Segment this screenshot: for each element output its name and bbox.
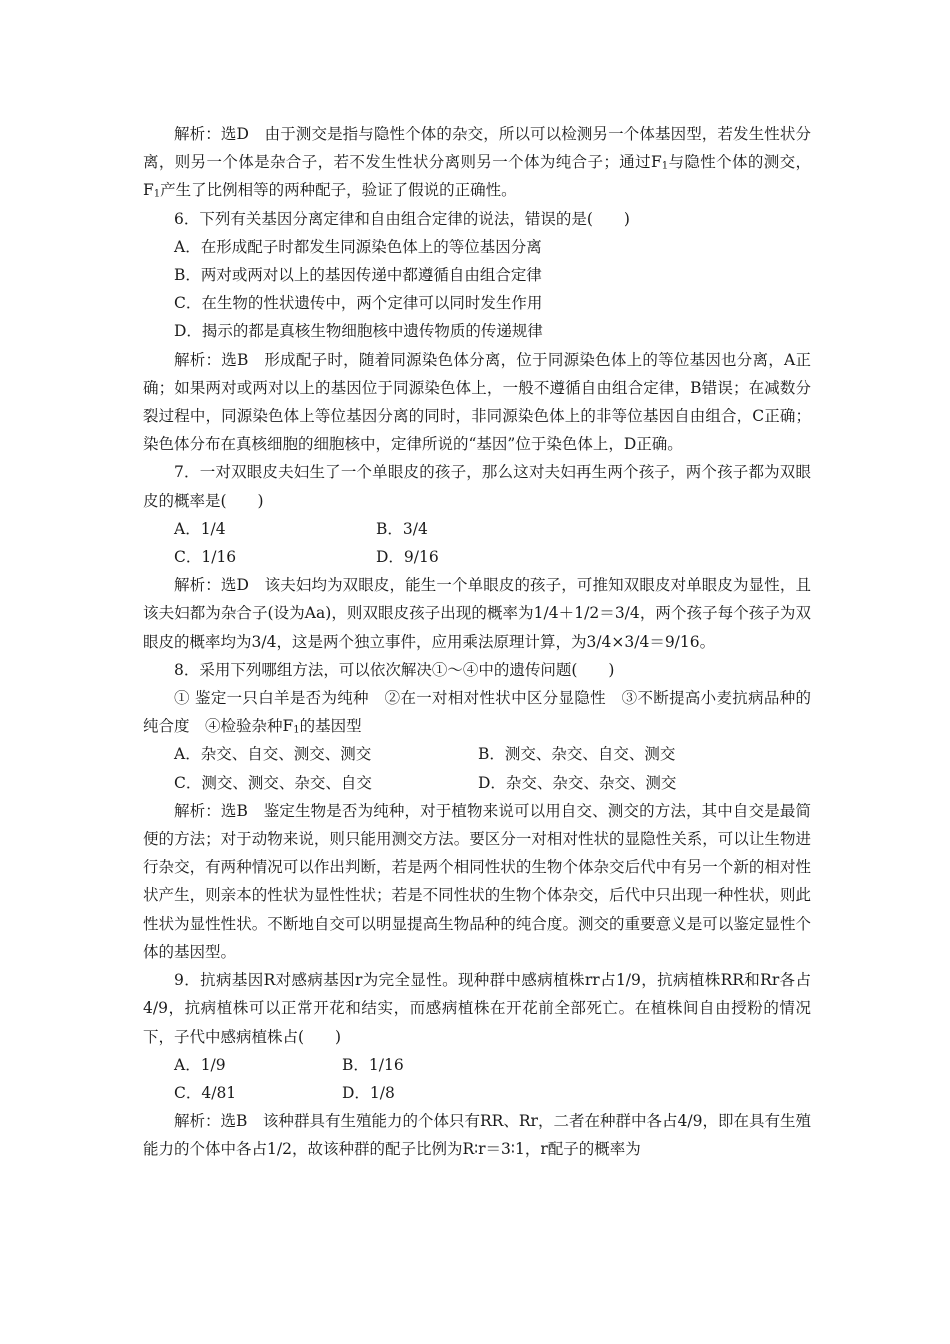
q6-question: 6．下列有关基因分离定律和自由组合定律的说法，错误的是( ): [174, 209, 630, 228]
q9r2-options-row: [143, 1079, 811, 1107]
q8r1-options-row: [143, 740, 811, 768]
answer-option: C．4/81: [174, 1083, 237, 1102]
a7-analysis: 解析：选D 该夫妇均为双眼皮，能生一个单眼皮的孩子，可推知双眼皮对单眼皮为显性，且该夫妇都为杂合子(设为Aa)，则双眼皮孩子出现的概率为1/4＋1/2＝3/4，两个孩子每个孩子为双眼皮的概率均为3/4，这是两个独立事件，应用乘法原理计算，为3/4×3/4＝9/16。: [143, 576, 811, 651]
answer-option: B．测交、杂交、自交、测交: [478, 745, 676, 764]
q8r2-options-row: [143, 769, 811, 797]
q7r2-options-row: [143, 543, 811, 571]
subscript: 1: [153, 188, 161, 200]
q8s-analysis: [143, 684, 811, 740]
q6a-option: A．在形成配子时都发生同源染色体上的等位基因分离: [174, 237, 542, 256]
q9-question: 9．抗病基因R对感病基因r为完全显性。现种群中感病植株rr占1/9，抗病植株RR和Rr各占4/9，抗病植株可以正常开花和结实，而感病植株在开花前全部死亡。在植株间自由授粉的情况下，子代中感病植株占( ): [143, 971, 811, 1046]
answer-option: C．1/16: [174, 548, 237, 567]
q7-question: 7．一对双眼皮夫妇生了一个单眼皮的孩子，那么这对夫妇再生两个孩子，两个孩子都为双眼皮的概率是( ): [143, 463, 811, 510]
q7r1-options-row: [143, 515, 811, 543]
a8-analysis: 解析：选B 鉴定生物是否为纯种，对于植物来说可以用自交、测交的方法，其中自交是最简便的方法；对于动物来说，则只能用测交方法。要区分一对相对性状的显隐性关系，可以让生物进行杂交，有两种情况可以作出判断，若是两个相同性状的生物个体杂交后代中有另一个新的相对性状产生，则亲本的性状为显性性状；若是不同性状的生物个体杂交，后代中只出现一种性状，则此性状为显性性状。不断地自交可以明显提高生物品种的纯合度。测交的重要意义是可以鉴定显性个体的基因型。: [143, 801, 811, 961]
text-run: 解析：选D 由于测交是指与隐性个体的杂交，所以可以检测另一个体基因型，若发生性状分离，则另一个体是杂合子，若不发生性状分离则另一个体为纯合子；通过F: [143, 125, 811, 172]
document-body: [143, 120, 811, 1164]
answer-option: D．杂交、杂交、杂交、测交: [478, 773, 677, 792]
answer-option: A．1/4: [174, 519, 226, 538]
subscript: 1: [661, 160, 669, 172]
a9-analysis: 解析：选B 该种群具有生殖能力的个体只有RR、Rr，二者在种群中各占4/9，即在具有生殖能力的个体中各占1/2，故该种群的配子比例为R∶r＝3∶1，r配子的概率为: [143, 1112, 811, 1159]
q8-question: 8．采用下列哪组方法，可以依次解决①～④中的遗传问题( ): [174, 660, 615, 679]
q6d-option: D．揭示的都是真核生物细胞核中遗传物质的传递规律: [174, 322, 543, 341]
subscript: 1: [293, 724, 300, 736]
text-run: 产生了比例相等的两种配子，验证了假说的正确性。: [160, 181, 517, 200]
answer-option: B．1/16: [342, 1055, 404, 1074]
a6-analysis: 解析：选B 形成配子时，随着同源染色体分离，位于同源染色体上的等位基因也分离，A正确；如果两对或两对以上的基因位于同源染色体上，一般不遵循自由组合定律，B错误；在减数分裂过程中，同源染色体上等位基因分离的同时，非同源染色体上的非等位基因自由组合，C正确；染色体分布在真核细胞的细胞核中，定律所说的“基因”位于染色体上，D正确。: [143, 350, 811, 454]
q9r1-options-row: [143, 1051, 811, 1079]
answer-option: A．杂交、自交、测交、测交: [174, 745, 372, 764]
text-run: 与隐性个体的测交，F: [143, 153, 811, 200]
text-run: ① 鉴定一只白羊是否为纯种 ②在一对相对性状中区分显隐性 ③不断提高小麦抗病品种的纯合度 ④检验杂种F: [143, 689, 811, 736]
answer-option: D．9/16: [376, 548, 439, 567]
answer-option: D．1/8: [342, 1083, 395, 1102]
q6c-option: C．在生物的性状遗传中，两个定律可以同时发生作用: [174, 294, 543, 313]
answer-option: B．3/4: [376, 519, 428, 538]
a5-analysis: [143, 120, 811, 205]
answer-option: C．测交、测交、杂交、自交: [174, 773, 372, 792]
text-run: 的基因型: [299, 717, 362, 736]
answer-option: A．1/9: [174, 1055, 226, 1074]
q6b-option: B．两对或两对以上的基因传递中都遵循自由组合定律: [174, 266, 542, 285]
